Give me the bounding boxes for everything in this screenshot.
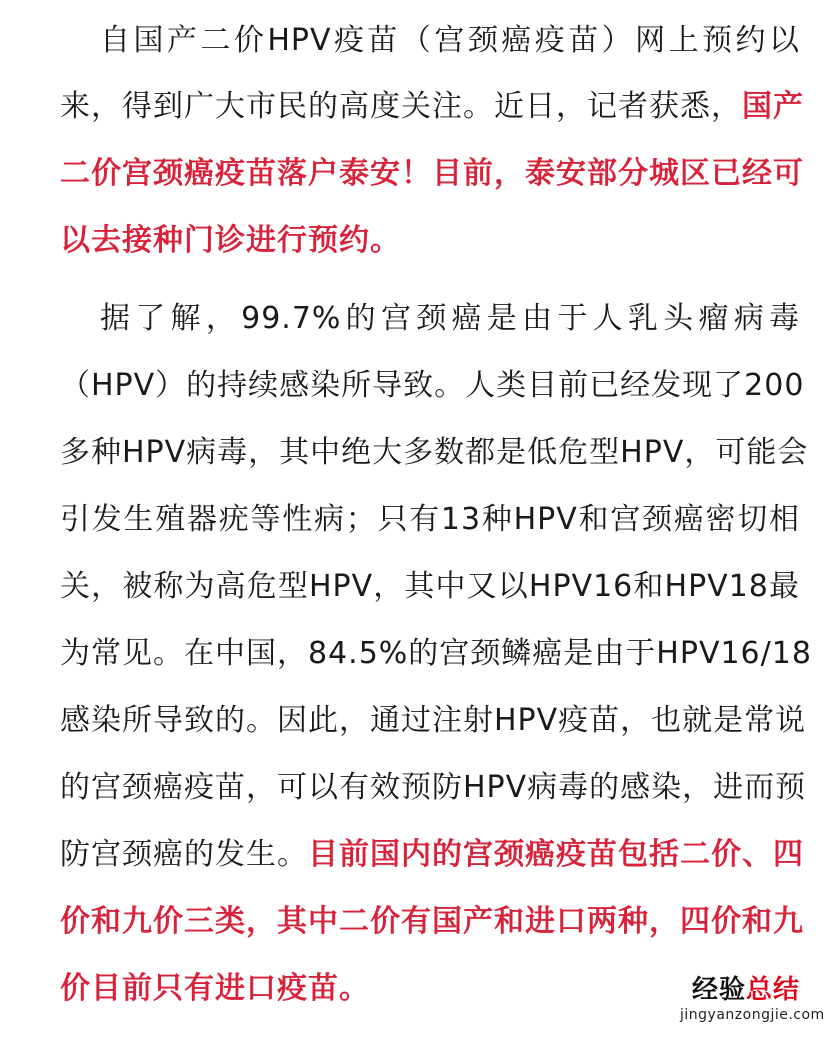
highlight-text: 目前国内的宫颈癌疫苗包括二价、四 xyxy=(308,837,804,872)
paragraph-2-line-9: 防宫颈癌的发生。目前国内的宫颈癌疫苗包括二价、四 xyxy=(60,837,804,872)
paragraph-2-line-10: 价和九价三类，其中二价有国产和进口两种，四价和九 xyxy=(60,904,804,939)
site-watermark xyxy=(680,974,825,1036)
watermark-brand: 经验总结 xyxy=(691,975,801,1005)
paragraph-2-line-1: 据了解，99.7%的宫颈癌是由于人乳头瘤病毒 xyxy=(100,301,800,336)
paragraph-2-line-8: 的宫颈癌疫苗，可以有效预防HPV病毒的感染，进而预 xyxy=(60,770,807,805)
watermark-url: jingyanzongjie.com xyxy=(680,1007,825,1023)
paragraph-2-line-2: （HPV）的持续感染所导致。人类目前已经发现了200 xyxy=(60,368,805,403)
paragraph-2-line-3: 多种HPV病毒，其中绝大多数都是低危型HPV，可能会 xyxy=(60,435,809,470)
highlight-text: 国产 xyxy=(742,89,804,124)
paragraph-2-line-11: 价目前只有进口疫苗。 xyxy=(60,971,370,1006)
paragraph-2-line-7: 感染所导致的。因此，通过注射HPV疫苗，也就是常说 xyxy=(60,703,807,738)
paragraph-1-line-2: 来，得到广大市民的高度关注。近日，记者获悉，国产 xyxy=(60,89,804,124)
paragraph-1-line-4: 以去接种门诊进行预约。 xyxy=(60,223,401,258)
paragraph-1-line-1: 自国产二价HPV疫苗（宫颈癌疫苗）网上预约以 xyxy=(100,23,800,58)
paragraph-2-line-6: 为常见。在中国，84.5%的宫颈鳞癌是由于HPV16/18 xyxy=(60,636,812,671)
paragraph-2-line-4: 引发生殖器疣等性病；只有13种HPV和宫颈癌密切相 xyxy=(60,502,800,537)
paragraph-1-line-3: 二价宫颈癌疫苗落户泰安！目前，泰安部分城区已经可 xyxy=(60,156,804,191)
paragraph-2-line-5: 关，被称为高危型HPV，其中又以HPV16和HPV18最 xyxy=(60,569,800,604)
watermark-brand-accent: 总结 xyxy=(746,975,801,1005)
